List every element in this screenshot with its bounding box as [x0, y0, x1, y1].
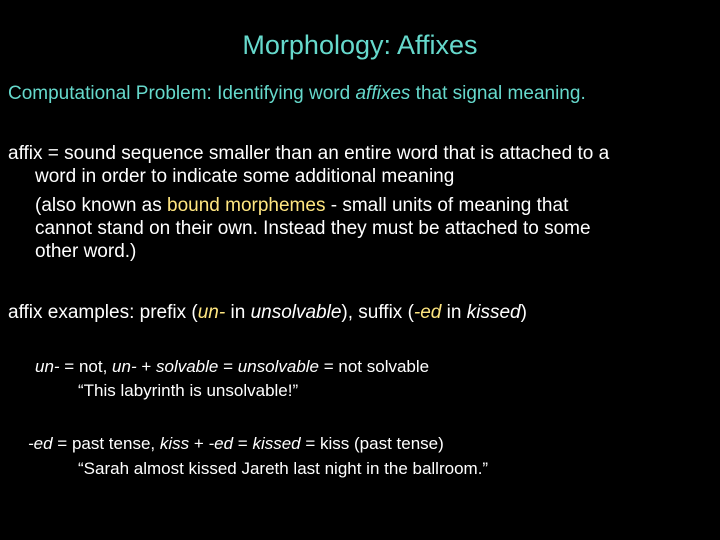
examples-text: affix examples: prefix (	[8, 302, 198, 323]
suffix-highlight: -ed	[413, 302, 442, 323]
example-1-definition	[35, 357, 429, 377]
example-2-definition	[28, 434, 444, 454]
definition-line-3-start: (also known as	[35, 195, 168, 216]
definition-line-1: affix = sound sequence smaller than an entire word that is attached to a	[8, 143, 610, 164]
definition-line-3	[35, 195, 568, 217]
subtitle-text: Computational Problem: Identifying word	[8, 83, 356, 104]
example-term: -ed	[208, 434, 234, 453]
examples-text: ), suffix (	[341, 302, 414, 323]
example-2-quote: “Sarah almost kissed Jareth last night in the ballroom.”	[78, 459, 489, 478]
example-term: unsolvable	[237, 357, 320, 376]
examples-word: kissed	[466, 302, 521, 323]
prefix-highlight: un-	[197, 302, 226, 323]
example-term: solvable	[155, 357, 219, 376]
definition-line-5: other word.)	[35, 241, 137, 262]
examples-text: in	[441, 302, 467, 323]
definition-line-2: word in order to indicate some additional meaning	[35, 166, 455, 187]
subtitle-emphasis: affixes	[355, 83, 411, 104]
examples-word: unsolvable	[250, 302, 342, 323]
example-term: kiss	[159, 434, 190, 453]
example-text: +	[189, 434, 209, 453]
affix-examples-line	[8, 302, 527, 324]
example-term: un-	[35, 357, 60, 376]
example-text: = not,	[59, 357, 113, 376]
example-text: =	[218, 357, 238, 376]
example-text: +	[136, 357, 156, 376]
example-1-quote: “This labyrinth is unsolvable!”	[78, 381, 299, 400]
example-text: = not solvable	[319, 357, 430, 376]
definition-line-3-end: - small units of meaning that	[325, 195, 569, 216]
slide-title: Morphology: Affixes	[242, 30, 478, 60]
bound-morphemes-highlight: bound morphemes	[167, 195, 326, 216]
example-term: -ed	[28, 434, 53, 453]
examples-text: )	[520, 302, 527, 323]
example-term: kissed	[252, 434, 301, 453]
example-term: un-	[112, 357, 137, 376]
examples-text: in	[225, 302, 251, 323]
example-text: =	[233, 434, 253, 453]
example-text: = kiss (past tense)	[300, 434, 444, 453]
slide-subtitle	[8, 83, 586, 105]
example-text: = past tense,	[52, 434, 160, 453]
subtitle-text-end: that signal meaning.	[410, 83, 586, 104]
definition-line-4: cannot stand on their own. Instead they must be attached to some	[35, 218, 591, 239]
